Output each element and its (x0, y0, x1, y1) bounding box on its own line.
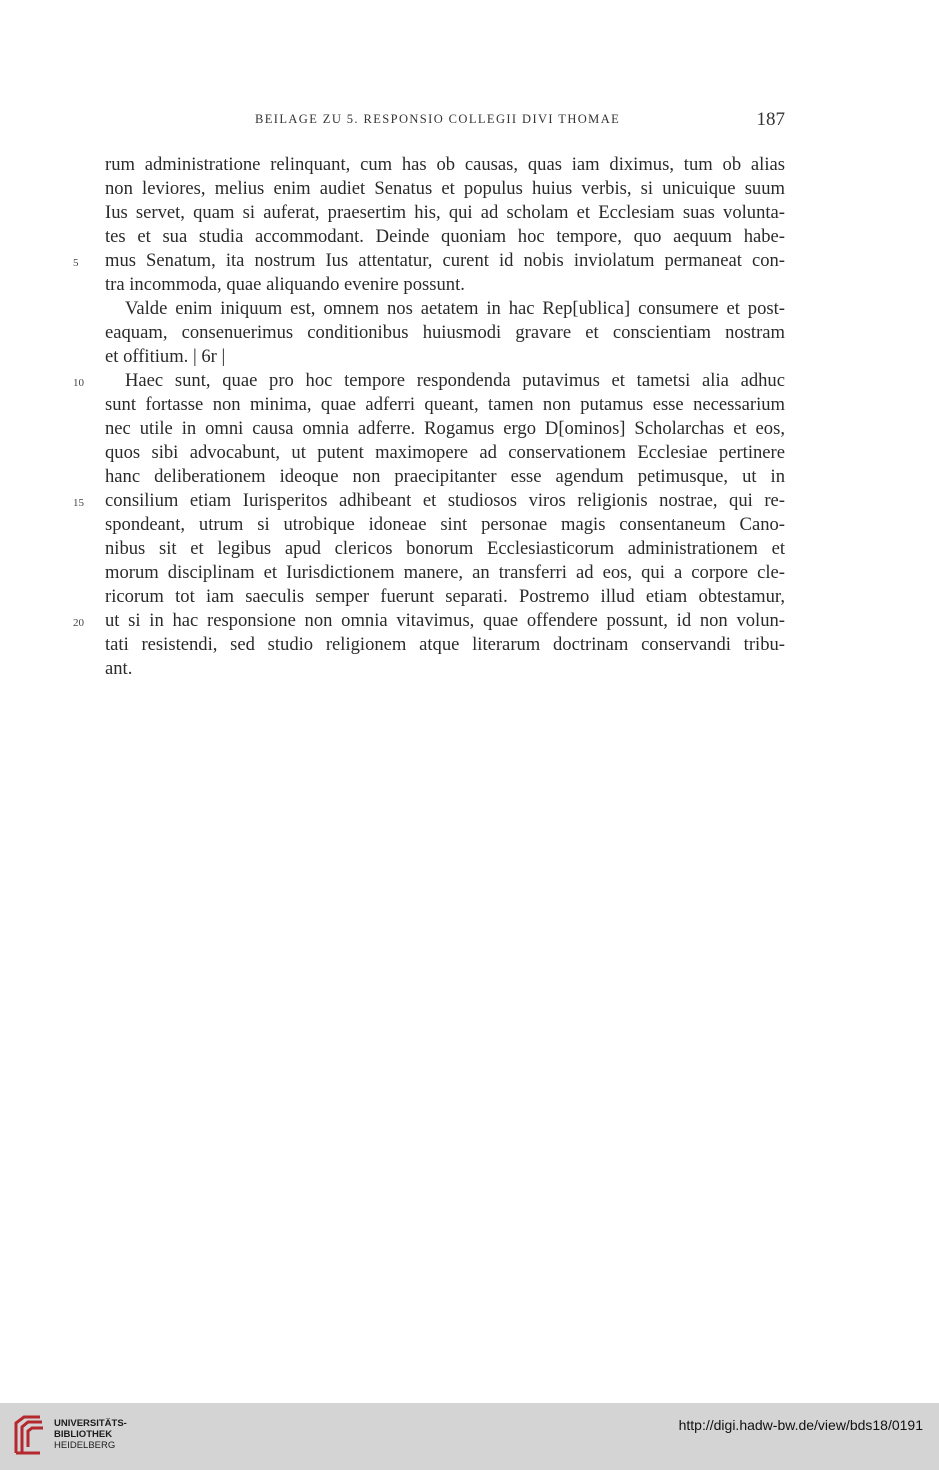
line-number: 5 (73, 257, 79, 269)
text-line: ricorum tot iam saeculis semper fuerunt separati. Postremo illud etiam obtestamur, (105, 586, 785, 607)
text-line: et offitium. | 6r | (105, 346, 226, 367)
running-head (105, 109, 785, 131)
line-number: 10 (73, 377, 84, 389)
text-line: 15 consilium etiam Iurisperitos adhibeant et studiosos viros religionis nostrae, qui re- (105, 489, 785, 513)
text-line: eaquam, consenuerimus conditionibus huiusmodi gravare et conscientiam nostram (105, 322, 785, 343)
text-line: tati resistendi, sed studio religionem atque literarum doctrinam conservandi tribu- (105, 634, 785, 655)
text-line: 20 ut si in hac responsione non omnia vitavimus, quae offendere possunt, id non volun- (105, 609, 785, 633)
page-number: 187 (756, 109, 785, 130)
text-line: sunt fortasse non minima, quae adferri queant, tamen non putamus esse necessarium (105, 394, 785, 415)
text-line: rum administratione relinquant, cum has ob causas, quas iam diximus, tum ob alias (105, 154, 785, 175)
body-text (73, 153, 785, 681)
text-line: hanc deliberationem ideoque non praecipitanter esse agendum petimusque, ut in (105, 466, 785, 487)
text-line: 10 Haec sunt, quae pro hoc tempore respondenda putavimus et tametsi alia adhuc (105, 369, 785, 393)
library-name: UNIVERSITÄTS- BIBLIOTHEK HEIDELBERG (54, 1418, 127, 1451)
text-line: Ius servet, quam si auferat, praesertim his, qui ad scholam et Ecclesiam suas volunta- (105, 202, 785, 223)
text-line: non leviores, melius enim audiet Senatus et populus huius verbis, si unicuique suum (105, 178, 785, 199)
text-line: tes et sua studia accommodant. Deinde quoniam hoc tempore, quo aequum habe- (105, 226, 785, 247)
text-line: nec utile in omni causa omnia adferre. Rogamus ergo D[ominos] Scholarchas et eos, (105, 418, 785, 439)
text-line: quos sibi advocabunt, ut putent maximopere ad conservationem Ecclesiae pertinere (105, 442, 785, 463)
line-number: 20 (73, 617, 84, 629)
text-line: 5 mus Senatum, ita nostrum Ius attentatur, curent id nobis inviolatum permaneat con- (105, 249, 785, 273)
library-logo-icon (10, 1413, 46, 1457)
running-title: BEILAGE ZU 5. RESPONSIO COLLEGII DIVI THOMAE (255, 112, 621, 126)
library-footer (0, 1403, 939, 1470)
text-line: tra incommoda, quae aliquando evenire possunt. (105, 274, 465, 295)
text-line: nibus sit et legibus apud clericos bonorum Ecclesiasticorum administrationem et (105, 538, 785, 559)
text-line: spondeant, utrum si utrobique idoneae sint personae magis consentaneum Cano- (105, 514, 785, 535)
text-line: Valde enim iniquum est, omnem nos aetatem in hac Rep[ublica] consumere et post- (125, 298, 785, 319)
source-url-link[interactable]: http://digi.hadw-bw.de/view/bds18/0191 (678, 1417, 923, 1433)
text-line: ant. (105, 658, 133, 679)
text-line: morum disciplinam et Iurisdictionem manere, an transferri ad eos, qui a corpore cle- (105, 562, 785, 583)
line-number: 15 (73, 497, 84, 509)
